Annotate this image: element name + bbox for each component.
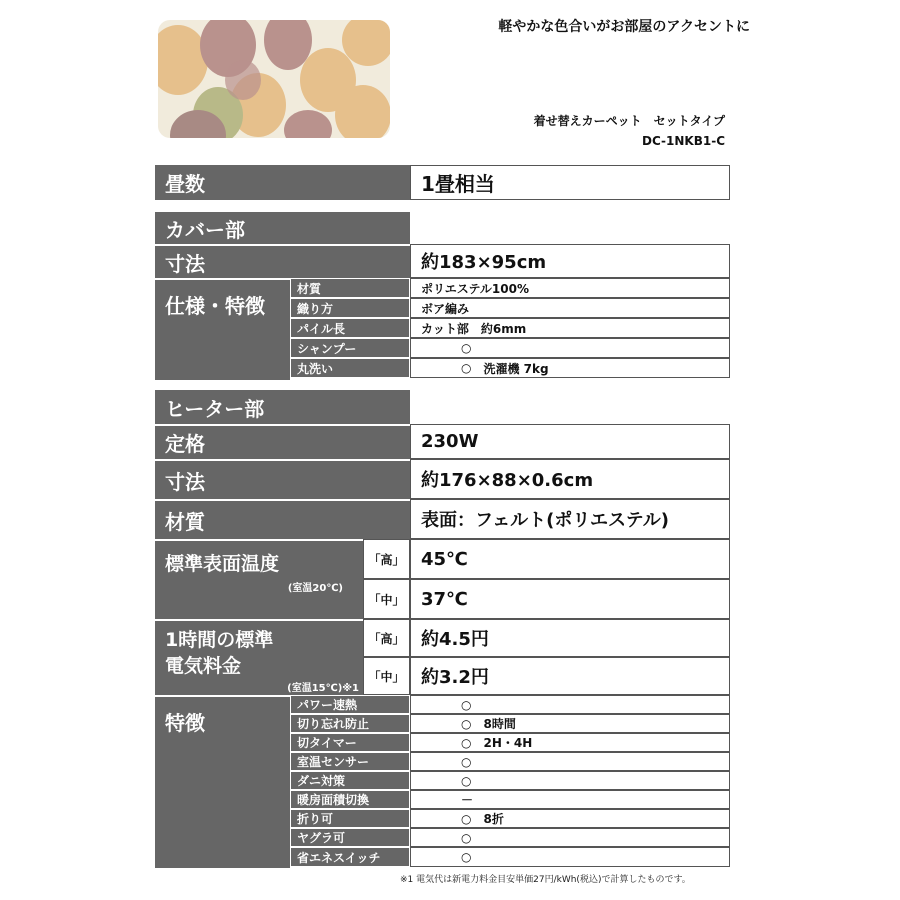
circle-mark: ○ <box>461 697 472 712</box>
cost-note: (室温15℃)※1 <box>287 683 359 694</box>
feature-row-label: ヤグラ可 <box>290 828 410 847</box>
spec-row-label: パイル長 <box>290 318 410 338</box>
spec-row-value: カット部 約6mm <box>410 318 730 338</box>
feature-row-value <box>410 695 730 714</box>
feature-row-value <box>410 828 730 847</box>
circle-mark: ○ <box>461 830 472 845</box>
feature-table <box>290 695 730 868</box>
rating-label: 定格 <box>155 424 410 459</box>
feature-row-value <box>410 771 730 790</box>
temp-mid-value: 37℃ <box>410 579 730 619</box>
spec-row-value: ポリエステル100% <box>410 278 730 298</box>
spec-label: 仕様・特徴 <box>155 278 290 380</box>
feature-row-value <box>410 752 730 771</box>
temp-mid-tag: 「中」 <box>363 579 410 619</box>
circle-mark: ○ <box>461 773 472 788</box>
feature-row-value <box>410 790 730 809</box>
cost-high-tag: 「高」 <box>363 619 410 657</box>
material-label: 材質 <box>155 499 410 539</box>
feature-detail: 2H・4H <box>483 736 533 750</box>
footnote: ※1 電気代は新電力料金目安単価27円/kWh(税込)で計算したものです。 <box>400 875 691 885</box>
temp-high-value: 45℃ <box>410 539 730 579</box>
circle-mark: ○ <box>461 811 472 826</box>
feature-row-label: 折り可 <box>290 809 410 828</box>
spec-row-label: シャンプー <box>290 338 410 358</box>
circle-mark: ○ <box>461 716 472 731</box>
cover-dimension-value: 約183×95cm <box>410 244 730 278</box>
size-value: 1畳相当 <box>410 165 730 200</box>
feature-row-value <box>410 809 730 828</box>
cover-dimension-label: 寸法 <box>155 244 410 278</box>
carpet-pattern <box>158 20 390 138</box>
feature-detail: 8折 <box>483 812 504 826</box>
feature-detail: 8時間 <box>483 717 516 731</box>
heater-dimension-label: 寸法 <box>155 459 410 499</box>
cost-high-value: 約4.5円 <box>410 619 730 657</box>
spec-row-label: 丸洗い <box>290 358 410 378</box>
material-value: 表面：フェルト(ポリエステル) <box>410 499 730 539</box>
cover-section-header: カバー部 <box>155 212 410 244</box>
temperature-block <box>155 539 363 619</box>
temperature-note: (室温20℃) <box>287 583 343 594</box>
heater-section-header: ヒーター部 <box>155 390 410 424</box>
tagline: 軽やかな色合いがお部屋のアクセントに <box>498 19 750 35</box>
circle-mark: ○ <box>461 341 472 355</box>
feature-row-label: 切タイマー <box>290 733 410 752</box>
cost-mid-tag: 「中」 <box>363 657 410 695</box>
feature-row-value <box>410 847 730 867</box>
feature-row-value <box>410 714 730 733</box>
circle-mark: ○ <box>461 361 472 375</box>
model-number: DC-1NKB1-C <box>642 134 725 148</box>
feature-row-label: パワー速熱 <box>290 695 410 714</box>
spec-row-value: ボア編み <box>410 298 730 318</box>
cover-spec-table <box>290 278 730 380</box>
cost-label-line2: 電気料金 <box>165 655 242 677</box>
feature-row-label: 省エネスイッチ <box>290 847 410 867</box>
spec-row-value <box>410 338 730 358</box>
feature-label: 特徴 <box>155 695 290 868</box>
feature-row-label: 室温センサー <box>290 752 410 771</box>
temperature-label: 標準表面温度 <box>165 553 280 575</box>
feature-row-label: 暖房面積切換 <box>290 790 410 809</box>
heater-dimension-value: 約176×88×0.6cm <box>410 459 730 499</box>
spec-row-label: 織り方 <box>290 298 410 318</box>
circle-mark: ○ <box>461 735 472 750</box>
feature-row-label: 切り忘れ防止 <box>290 714 410 733</box>
spec-detail: 洗濯機 7kg <box>483 361 549 376</box>
cost-label-line1: 1時間の標準 <box>165 629 274 651</box>
dash-mark: － <box>461 793 474 807</box>
feature-row-label: ダニ対策 <box>290 771 410 790</box>
carpet-image <box>158 20 390 138</box>
cost-block <box>155 619 363 695</box>
product-type: 着せ替えカーペット セットタイプ <box>533 114 725 128</box>
spec-row-value <box>410 358 730 378</box>
temp-high-tag: 「高」 <box>363 539 410 579</box>
circle-mark: ○ <box>461 754 472 769</box>
spec-row-label: 材質 <box>290 278 410 298</box>
circle-mark: ○ <box>461 850 472 864</box>
feature-row-value <box>410 733 730 752</box>
size-label: 畳数 <box>155 165 410 200</box>
cost-mid-value: 約3.2円 <box>410 657 730 695</box>
rating-value: 230W <box>410 424 730 459</box>
